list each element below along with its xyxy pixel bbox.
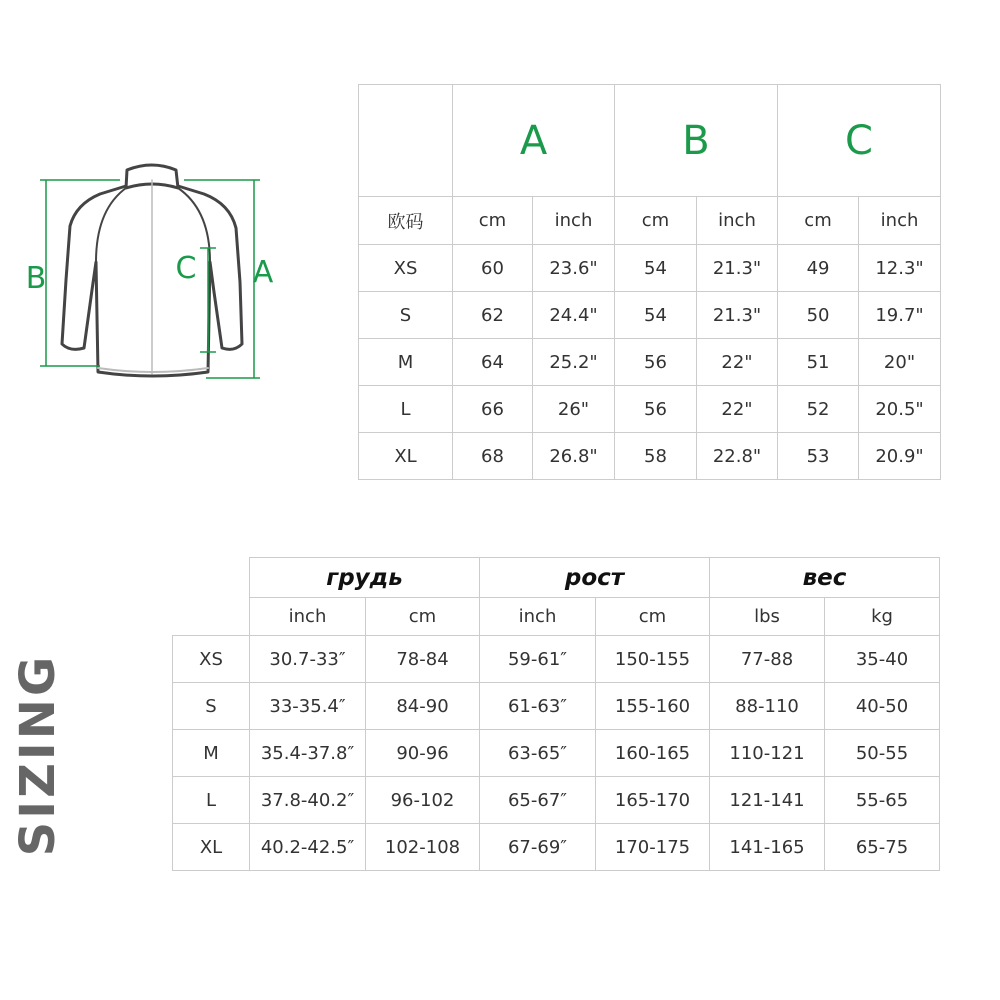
size-cell: M — [359, 339, 453, 386]
value-cell: 54 — [615, 245, 697, 292]
value-cell: 22" — [697, 339, 778, 386]
unit-cell: inch — [533, 197, 615, 245]
value-cell: 55-65 — [825, 777, 940, 824]
value-cell: 78-84 — [366, 636, 480, 683]
value-cell: 56 — [615, 386, 697, 433]
size-cell: XL — [173, 824, 250, 871]
value-cell: 22.8" — [697, 433, 778, 480]
value-cell: 52 — [778, 386, 859, 433]
value-cell: 65-75 — [825, 824, 940, 871]
value-cell: 59-61″ — [480, 636, 596, 683]
table-row — [359, 245, 941, 292]
value-cell: 102-108 — [366, 824, 480, 871]
unit-cell: cm — [596, 598, 710, 636]
corner-cell — [173, 558, 250, 598]
measure-units-row — [359, 197, 941, 245]
table-row — [359, 339, 941, 386]
value-cell: 21.3" — [697, 292, 778, 339]
value-cell: 24.4" — [533, 292, 615, 339]
size-cell: L — [173, 777, 250, 824]
size-col-label: 欧码 — [359, 197, 453, 245]
value-cell: 35.4-37.8″ — [250, 730, 366, 777]
value-cell: 121-141 — [710, 777, 825, 824]
value-cell: 20" — [859, 339, 941, 386]
unit-cell: kg — [825, 598, 940, 636]
unit-cell: inch — [697, 197, 778, 245]
size-cell: S — [359, 292, 453, 339]
header-c: C — [778, 85, 941, 197]
value-cell: 64 — [453, 339, 533, 386]
value-cell: 68 — [453, 433, 533, 480]
value-cell: 77-88 — [710, 636, 825, 683]
value-cell: 67-69″ — [480, 824, 596, 871]
value-cell: 30.7-33″ — [250, 636, 366, 683]
value-cell: 96-102 — [366, 777, 480, 824]
value-cell: 160-165 — [596, 730, 710, 777]
header-height: рост — [480, 558, 710, 598]
value-cell: 66 — [453, 386, 533, 433]
size-cell: M — [173, 730, 250, 777]
measure-header-row — [359, 85, 941, 197]
garment-measure-table — [358, 84, 941, 480]
sizing-title: SIZING — [10, 653, 66, 857]
value-cell: 35-40 — [825, 636, 940, 683]
value-cell: 21.3" — [697, 245, 778, 292]
value-cell: 54 — [615, 292, 697, 339]
header-weight: вес — [710, 558, 940, 598]
value-cell: 26" — [533, 386, 615, 433]
value-cell: 50-55 — [825, 730, 940, 777]
value-cell: 33-35.4″ — [250, 683, 366, 730]
corner-cell — [173, 598, 250, 636]
value-cell: 40-50 — [825, 683, 940, 730]
unit-cell: inch — [480, 598, 596, 636]
value-cell: 63-65″ — [480, 730, 596, 777]
table-row — [173, 730, 940, 777]
unit-cell: inch — [859, 197, 941, 245]
body-size-table — [172, 557, 940, 871]
body-header-row — [173, 558, 940, 598]
header-a: A — [453, 85, 615, 197]
value-cell: 20.9" — [859, 433, 941, 480]
corner-cell — [359, 85, 453, 197]
value-cell: 90-96 — [366, 730, 480, 777]
table-row — [359, 386, 941, 433]
table-row — [173, 683, 940, 730]
unit-cell: cm — [615, 197, 697, 245]
value-cell: 58 — [615, 433, 697, 480]
unit-cell: cm — [366, 598, 480, 636]
size-cell: L — [359, 386, 453, 433]
value-cell: 22" — [697, 386, 778, 433]
value-cell: 61-63″ — [480, 683, 596, 730]
value-cell: 150-155 — [596, 636, 710, 683]
unit-cell: lbs — [710, 598, 825, 636]
value-cell: 110-121 — [710, 730, 825, 777]
label-c: C — [175, 251, 197, 286]
value-cell: 23.6" — [533, 245, 615, 292]
value-cell: 12.3" — [859, 245, 941, 292]
value-cell: 53 — [778, 433, 859, 480]
table-row — [359, 433, 941, 480]
value-cell: 25.2" — [533, 339, 615, 386]
value-cell: 19.7" — [859, 292, 941, 339]
value-cell: 155-160 — [596, 683, 710, 730]
table-row — [173, 777, 940, 824]
value-cell: 88-110 — [710, 683, 825, 730]
value-cell: 26.8" — [533, 433, 615, 480]
label-b: B — [25, 261, 47, 296]
jersey-outline — [62, 165, 242, 376]
table-row — [173, 636, 940, 683]
unit-cell: cm — [778, 197, 859, 245]
value-cell: 141-165 — [710, 824, 825, 871]
body-units-row — [173, 598, 940, 636]
value-cell: 60 — [453, 245, 533, 292]
value-cell: 51 — [778, 339, 859, 386]
table-row — [359, 292, 941, 339]
label-a: A — [252, 255, 274, 290]
value-cell: 165-170 — [596, 777, 710, 824]
value-cell: 50 — [778, 292, 859, 339]
unit-cell: cm — [453, 197, 533, 245]
value-cell: 170-175 — [596, 824, 710, 871]
value-cell: 84-90 — [366, 683, 480, 730]
value-cell: 62 — [453, 292, 533, 339]
value-cell: 37.8-40.2″ — [250, 777, 366, 824]
size-cell: S — [173, 683, 250, 730]
size-cell: XS — [359, 245, 453, 292]
jersey-diagram — [0, 0, 360, 440]
value-cell: 40.2-42.5″ — [250, 824, 366, 871]
value-cell: 65-67″ — [480, 777, 596, 824]
header-b: B — [615, 85, 778, 197]
size-cell: XL — [359, 433, 453, 480]
size-cell: XS — [173, 636, 250, 683]
table-row — [173, 824, 940, 871]
value-cell: 49 — [778, 245, 859, 292]
unit-cell: inch — [250, 598, 366, 636]
header-chest: грудь — [250, 558, 480, 598]
value-cell: 20.5" — [859, 386, 941, 433]
value-cell: 56 — [615, 339, 697, 386]
